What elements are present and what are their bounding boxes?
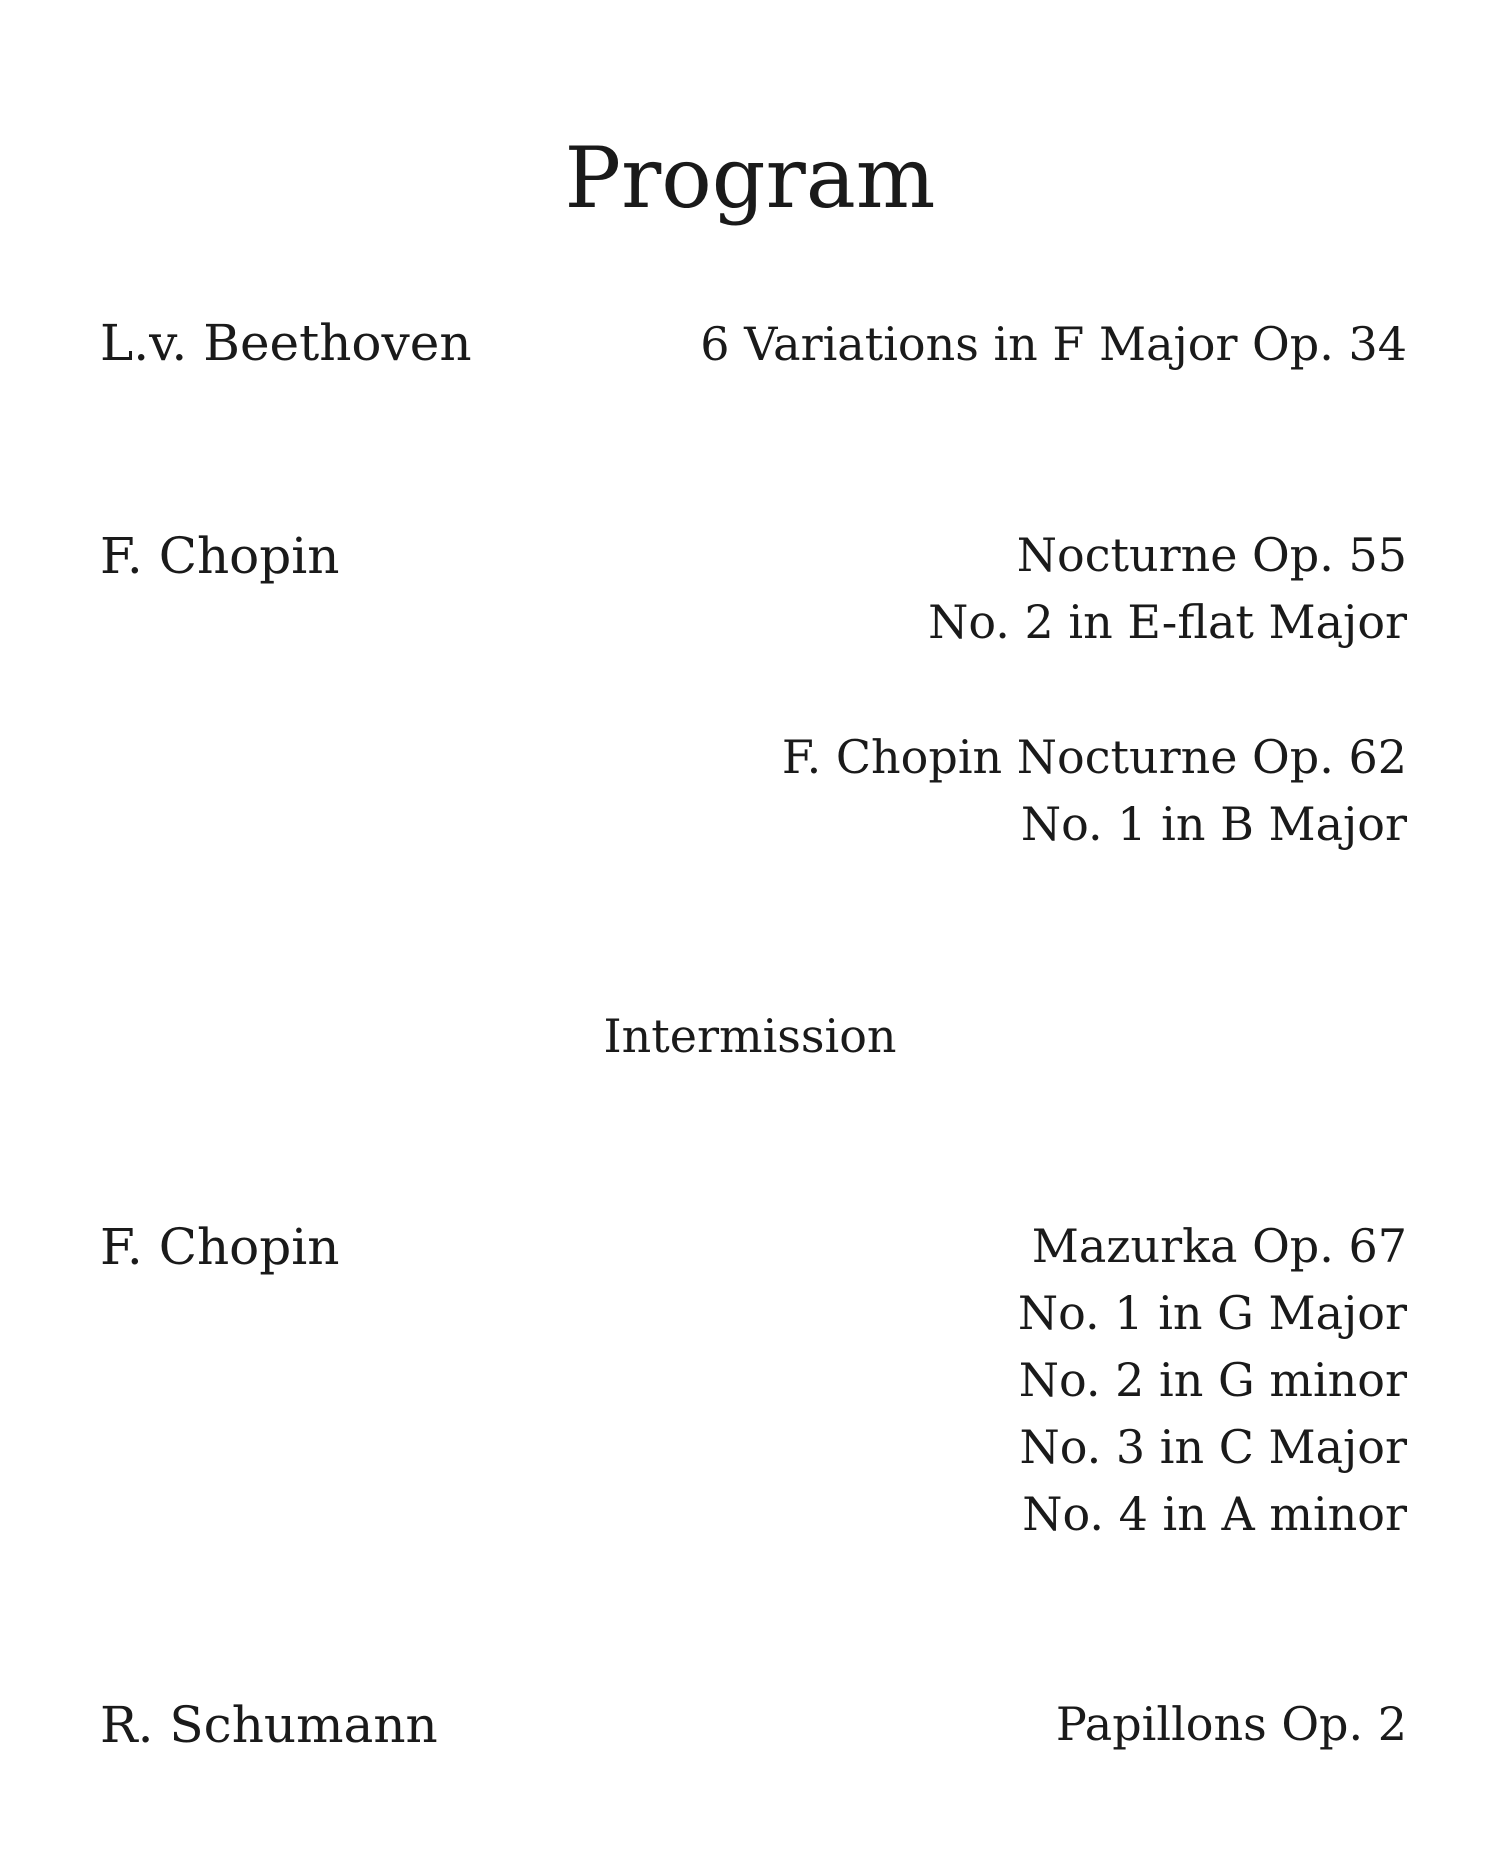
composer-chopin-2: F. Chopin bbox=[100, 1218, 340, 1276]
composer-schumann: R. Schumann bbox=[100, 1696, 438, 1754]
work-line: No. 3 in C Major bbox=[1019, 1420, 1407, 1474]
work-line: No. 4 in A minor bbox=[1022, 1487, 1407, 1541]
work-line: Nocturne Op. 55 bbox=[1016, 528, 1407, 582]
work-line: 6 Variations in F Major Op. 34 bbox=[700, 317, 1407, 371]
works-beethoven bbox=[700, 311, 1407, 378]
work-line: No. 1 in B Major bbox=[1020, 797, 1407, 851]
works-schumann bbox=[1056, 1691, 1407, 1758]
intermission-label: Intermission bbox=[603, 1009, 897, 1063]
works-chopin-nocturnes bbox=[782, 522, 1407, 858]
work-gap bbox=[782, 656, 1407, 724]
page-title: Program bbox=[564, 129, 936, 227]
work-line: Mazurka Op. 67 bbox=[1031, 1219, 1407, 1273]
work-line: No. 2 in G minor bbox=[1018, 1353, 1407, 1407]
composer-chopin-1: F. Chopin bbox=[100, 527, 340, 585]
work-line: F. Chopin Nocturne Op. 62 bbox=[781, 730, 1407, 784]
composer-beethoven: L.v. Beethoven bbox=[100, 314, 472, 372]
work-line: Papillons Op. 2 bbox=[1055, 1697, 1407, 1751]
work-line: No. 2 in E-flat Major bbox=[928, 595, 1407, 649]
works-chopin-mazurkas bbox=[1018, 1213, 1407, 1548]
work-line: No. 1 in G Major bbox=[1017, 1286, 1407, 1340]
